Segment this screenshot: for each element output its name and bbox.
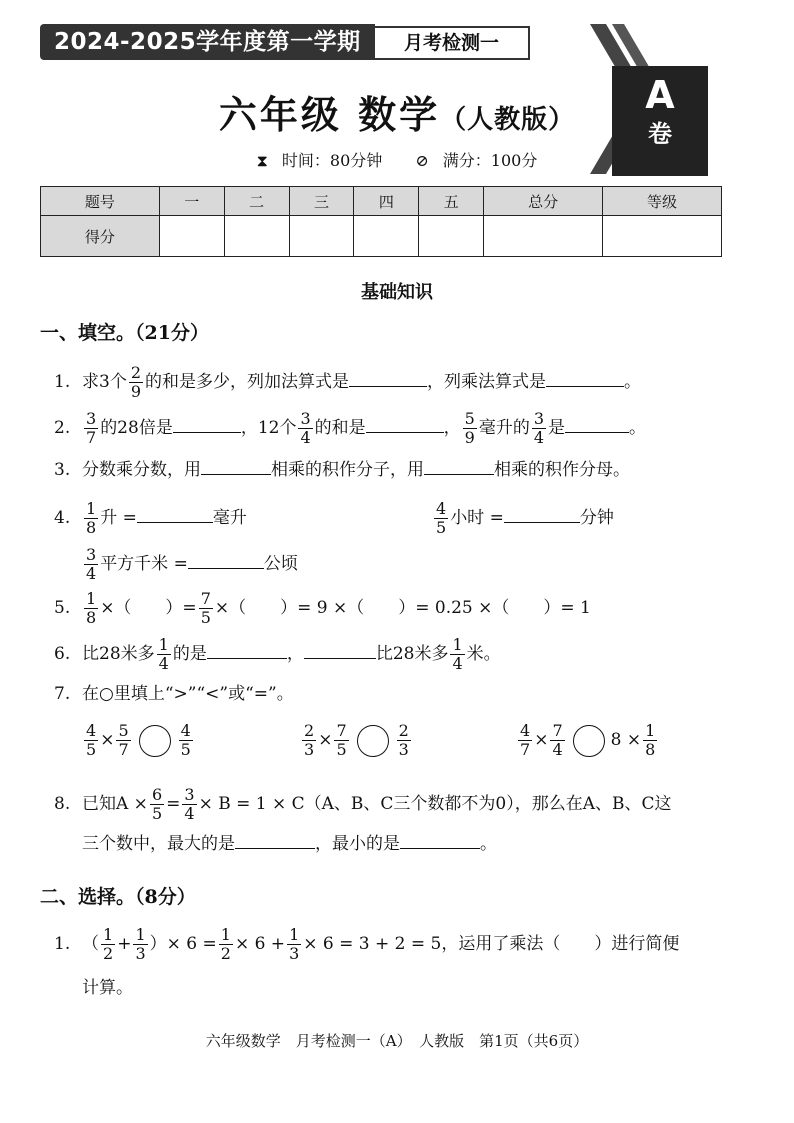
- compare-circle[interactable]: [357, 725, 389, 757]
- compare-circle[interactable]: [573, 725, 605, 757]
- score-cell[interactable]: [224, 216, 289, 257]
- score-cell[interactable]: [354, 216, 419, 257]
- question-1-2: 2. $\frac{3}{7}$ 的28倍是 ，12个 $\frac{3}{4}$ 的和是 ， $\frac{5}{9}$ 毫升的 $\frac{3}{4}$ 是 。: [54, 409, 647, 447]
- part1-title: 一、填空。（21分）: [40, 322, 209, 344]
- score-table: [40, 186, 722, 257]
- question-1-7: 7. 在○里填上“>”“<”或“=”。: [54, 684, 294, 704]
- row-label: 得分: [41, 216, 160, 257]
- question-1-4c: $\frac{3}{4}$ 平方千米 = 公顷: [86, 545, 298, 583]
- answer-blank[interactable]: [137, 521, 213, 523]
- answer-blank[interactable]: [546, 385, 624, 387]
- compare-1: $\frac{4}{5}$ × $\frac{5}{7}$ $\frac{4}{5}$: [86, 721, 191, 759]
- question-1-5: 5. $\frac{1}{8}$ ×（ ）= $\frac{7}{5}$ ×（ ）= 9 ×（ ）= 0.25 ×（ ）= 1: [54, 589, 591, 627]
- exam-meta: [0, 148, 794, 171]
- answer-blank[interactable]: [207, 657, 287, 659]
- table-header: 一: [159, 187, 224, 216]
- table-header: 三: [289, 187, 354, 216]
- check-circle-icon: ⊘: [415, 151, 429, 170]
- answer-blank[interactable]: [188, 567, 264, 569]
- question-1-8: 8. 已知A × $\frac{6}{5}$ = $\frac{3}{4}$ × B = 1 × C（A、B、C三个数都不为0），那么在A、B、C这: [54, 785, 672, 823]
- score-label: 满分：100分: [442, 151, 538, 170]
- answer-blank[interactable]: [504, 521, 580, 523]
- part2-title: 二、选择。（8分）: [40, 886, 196, 908]
- paper-badge: A 卷: [612, 66, 708, 176]
- question-1-4b: $\frac{4}{5}$ 小时 = 分钟: [436, 499, 614, 537]
- answer-blank[interactable]: [400, 847, 480, 849]
- question-1-4: 4. $\frac{1}{8}$ 升 = 毫升: [54, 499, 247, 537]
- time-label: 时间：80分钟: [281, 151, 383, 170]
- answer-blank[interactable]: [235, 847, 315, 849]
- question-2-1: 1. （ $\frac{1}{2}$ + $\frac{1}{3}$ ）× 6 = $\frac{1}{2}$ × 6 + $\frac{1}{3}$ × 6 = 3 + 2 = 5，运用了乘法（ ）进行简便: [54, 925, 680, 963]
- compare-2: $\frac{2}{3}$ × $\frac{7}{5}$ $\frac{2}{3}$: [304, 721, 409, 759]
- compare-3: $\frac{4}{7}$ × $\frac{7}{4}$ 8 × $\frac{1}{8}$: [520, 721, 656, 759]
- score-cell[interactable]: [289, 216, 354, 257]
- page-title: 六年级 数学（人教版）: [218, 92, 576, 137]
- answer-blank[interactable]: [304, 657, 376, 659]
- table-header: 四: [354, 187, 419, 216]
- score-cell[interactable]: [603, 216, 722, 257]
- question-1-3: 3. 分数乘分数，用 相乘的积作分子，用 相乘的积作分母。: [54, 460, 630, 480]
- question-2-1b: 计算。: [82, 978, 133, 998]
- hourglass-icon: ⧗: [256, 151, 268, 170]
- term-banner: 2024-2025学年度第一学期: [40, 24, 375, 60]
- question-1-8b: 三个数中，最大的是 ，最小的是 。: [82, 834, 497, 854]
- answer-blank[interactable]: [201, 473, 271, 475]
- table-header: 五: [419, 187, 484, 216]
- score-cell[interactable]: [159, 216, 224, 257]
- question-1-1: 1. 求3个 $\frac{2}{9}$ 的和是多少，列加法算式是 ，列乘法算式是 。: [54, 363, 642, 401]
- table-header: 题号: [41, 187, 160, 216]
- score-cell[interactable]: [419, 216, 484, 257]
- table-header: 等级: [603, 187, 722, 216]
- section-title: 基础知识: [361, 282, 433, 303]
- answer-blank[interactable]: [366, 431, 444, 433]
- answer-blank[interactable]: [424, 473, 494, 475]
- compare-circle[interactable]: [139, 725, 171, 757]
- test-name-tab: 月考检测一: [375, 26, 530, 60]
- answer-blank[interactable]: [565, 431, 629, 433]
- table-header: 总分: [484, 187, 603, 216]
- table-header: 二: [224, 187, 289, 216]
- page-footer: 六年级数学 月考检测一（A） 人教版 第1页（共6页）: [205, 1032, 589, 1050]
- score-cell[interactable]: [484, 216, 603, 257]
- question-1-6: 6. 比28米多 $\frac{1}{4}$ 的是 ， 比28米多 $\frac{1}{4}$ 米。: [54, 635, 501, 673]
- answer-blank[interactable]: [173, 431, 241, 433]
- answer-blank[interactable]: [349, 385, 427, 387]
